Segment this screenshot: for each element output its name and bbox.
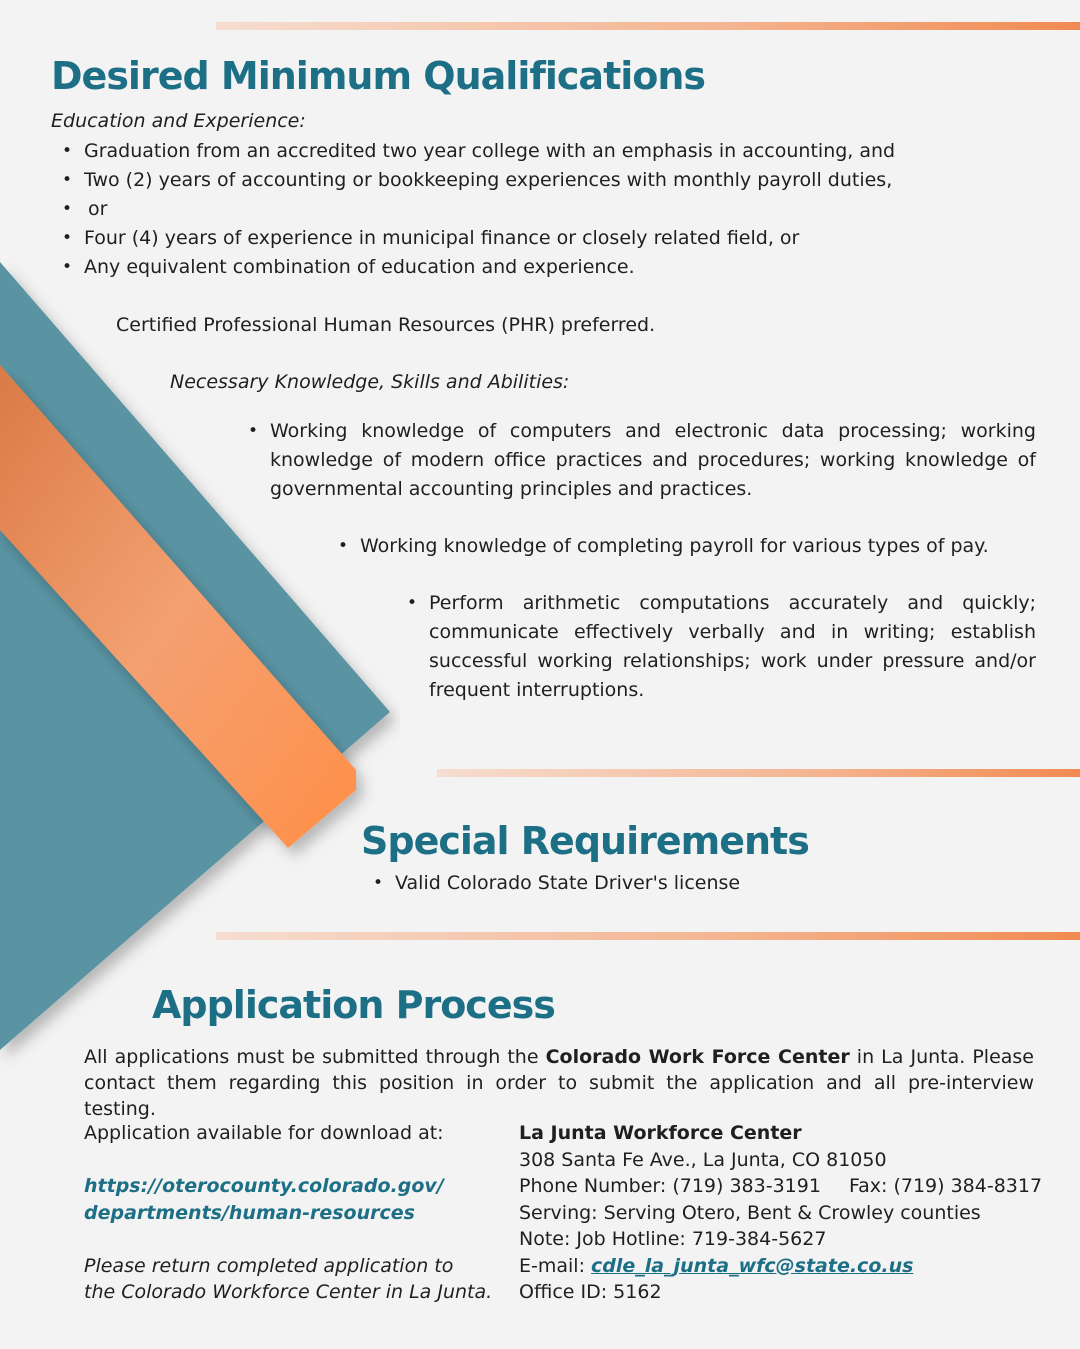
education-label: Education and Experience: [51,110,306,132]
email-link[interactable]: cdle_la_junta_wfc@state.co.us [591,1254,914,1277]
certification-text: Certified Professional Human Resources (PHR) preferred. [116,314,656,336]
workforce-center-name: Colorado Work Force Center [545,1046,850,1068]
download-link[interactable] [84,1175,444,1224]
workforce-address: 308 Santa Fe Ave., La Junta, CO 81050 [519,1148,887,1171]
qualifications-title: Desired Minimum Qualifications [51,54,706,98]
download-link-line-1: https://oterocounty.colorado.gov/ [84,1175,444,1197]
or-connector [52,195,912,224]
workforce-contact [519,1120,1059,1306]
list-item: • Four (4) years of experience in municipal finance or closely related field, or [52,224,912,253]
workforce-serving: Serving: Serving Otero, Bent & Crowley counties [519,1201,981,1224]
return-line-1: Please return completed application to [84,1254,454,1277]
phone-fax-row [519,1173,1059,1200]
download-column [84,1120,504,1306]
ksa-label: Necessary Knowledge, Skills and Abilities: [170,371,570,393]
workforce-fax: Fax: (719) 384-8317 [848,1175,1043,1197]
email-row [519,1253,1059,1280]
education-list [52,137,912,282]
ksa-list-2 [328,532,1036,561]
list-item: • Perform arithmetic computations accurately and quickly; communicate effectively verbally and in writing; establish successful working relationships; work under pressure and/or frequent interruptions. [397,589,1036,705]
ksa-list-3 [397,589,1036,705]
workforce-note: Note: Job Hotline: 719-384-5627 [519,1228,827,1250]
application-intro [84,1044,1034,1122]
workforce-name: La Junta Workforce Center [519,1122,802,1144]
return-instructions [84,1253,504,1306]
download-label: Application available for download at: [84,1122,444,1144]
ksa-list-1 [238,417,1036,504]
email-label: E-mail: [519,1254,592,1277]
workforce-phone: Phone Number: (719) 383-3191 [519,1175,821,1197]
middle-divider [437,769,1080,777]
list-item: • Working knowledge of completing payroll for various types of pay. [328,532,1036,561]
list-item: • Any equivalent combination of education and experience. [52,253,912,282]
application-process-title: Application Process [152,983,555,1027]
return-line-2: the Colorado Workforce Center in La Junta. [84,1281,493,1303]
list-item: • Valid Colorado State Driver's license [363,869,1063,898]
download-link-line-2: departments/human-resources [84,1201,415,1224]
list-item: • Working knowledge of computers and electronic data processing; working knowledge of modern office practices and procedures; working knowledge of governmental accounting principles and practices. [238,417,1036,504]
or-text: or [88,198,108,220]
list-item: • Graduation from an accredited two year college with an emphasis in accounting, and [52,137,912,166]
intro-text-continued: in La Junta. Please contact them regarding this position in order to submit the application and all pre-interview testing. [84,1046,1034,1120]
special-requirements-list [363,869,1063,898]
list-item: • Two (2) years of accounting or bookkeeping experiences with monthly payroll duties, [52,166,912,195]
office-id: Office ID: 5162 [519,1281,662,1303]
intro-text: All applications must be submitted through the [84,1046,546,1068]
special-requirements-title: Special Requirements [361,819,809,863]
